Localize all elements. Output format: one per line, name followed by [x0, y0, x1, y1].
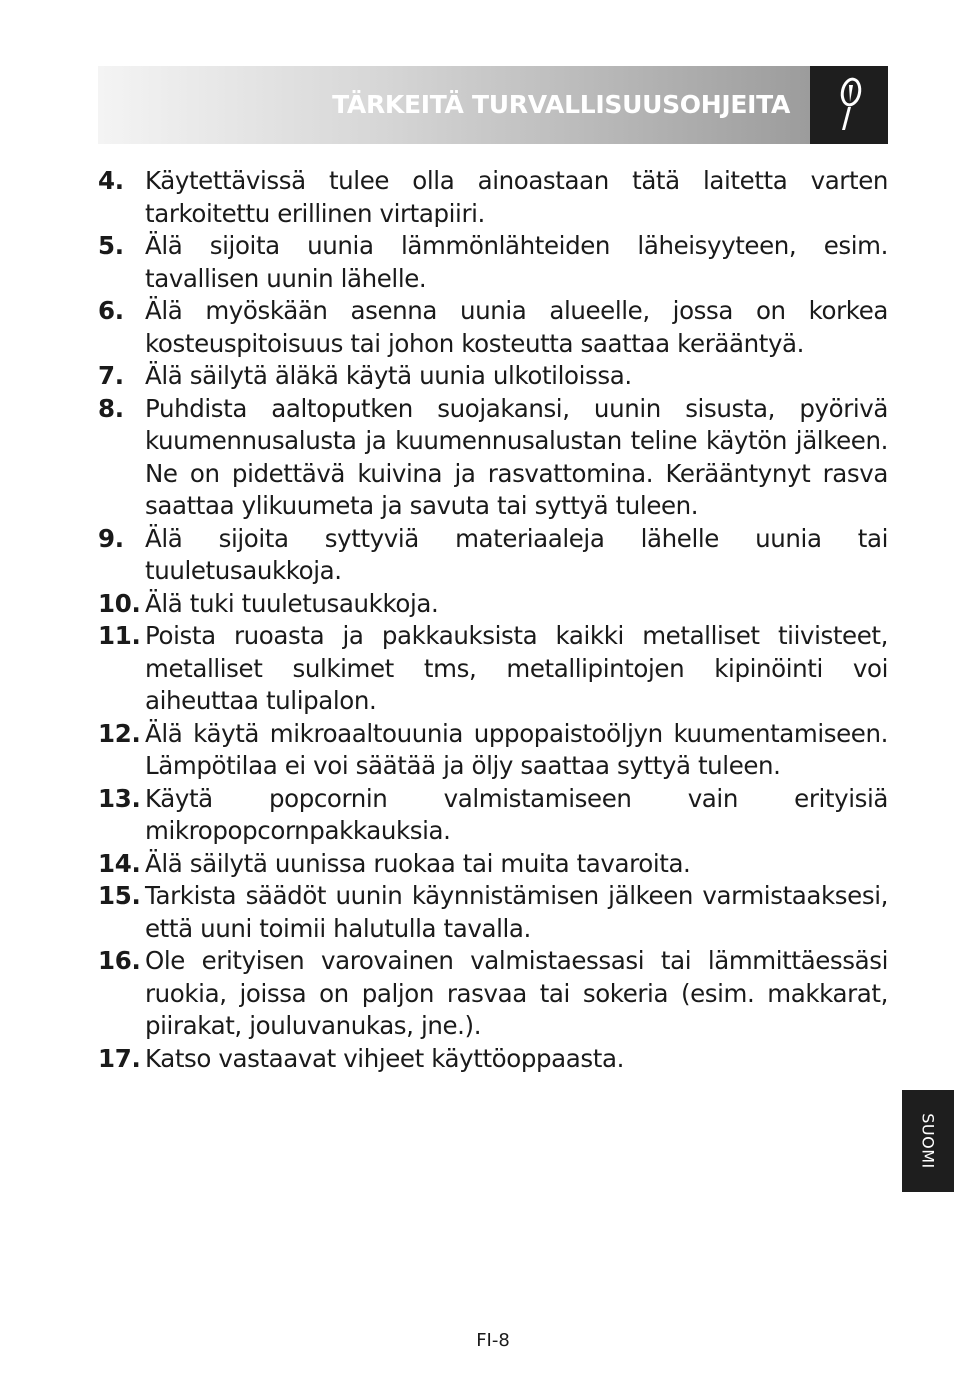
item-number: 15. [98, 881, 141, 910]
item-number: 14. [98, 848, 141, 878]
item-text: Älä sijoita syttyviä materiaaleja lähelle uunia tai tuuletusaukkoja. [145, 523, 888, 585]
list-item [98, 360, 888, 393]
item-text: Älä myöskään asenna uunia alueelle, jossa on korkea kosteuspitoisuus tai johon kosteutta saattaa kerääntyä. [145, 296, 888, 358]
item-number: 13. [98, 783, 141, 813]
item-number: 10. [98, 588, 141, 618]
language-label: SUOMI [918, 1113, 938, 1169]
list-item [98, 523, 888, 588]
list-item [98, 945, 888, 1043]
list-item [98, 393, 888, 523]
item-number: 17. [98, 1043, 141, 1073]
item-text: Käytä popcornin valmistamiseen vain erityisiä mikropopcornpakkauksia. [145, 783, 888, 845]
item-text: Älä käytä mikroaaltouunia uppopaistoöljyn kuumentamiseen. Lämpötilaa ei voi säätää ja öljy saattaa syttyä tuleen. [145, 718, 888, 780]
list-item [98, 165, 888, 230]
item-number: 7. [98, 361, 124, 390]
item-text: Älä säilytä uunissa ruokaa tai muita tavaroita. [145, 848, 691, 878]
list-item [98, 230, 888, 295]
item-text: Ole erityisen varovainen valmistaessasi tai lämmittäessäsi ruokia, joissa on paljon rasvaa tai sokeria (esim. makkarat, piirakat, jouluvanukas, jne.). [145, 946, 888, 1040]
header-bar [98, 66, 810, 144]
list-item [98, 783, 888, 848]
list-item [98, 588, 888, 621]
list-item [98, 1043, 888, 1076]
item-text: Älä sijoita uunia lämmönlähteiden läheisyyteen, esim. tavallisen uunin lähelle. [145, 231, 888, 293]
item-text: Älä tuki tuuletusaukkoja. [145, 588, 439, 618]
language-tab [902, 1090, 954, 1192]
list-item [98, 848, 888, 881]
page-title: TÄRKEITÄ TURVALLISUUSOHJEITA [332, 90, 790, 119]
item-text: Poista ruoasta ja pakkauksista kaikki metalliset tiivisteet, metalliset sulkimet tms, metallipintojen kipinöinti voi aiheuttaa tulipalon. [145, 621, 888, 715]
list-item [98, 718, 888, 783]
item-number: 4. [98, 166, 124, 195]
list-item [98, 295, 888, 360]
list-item [98, 620, 888, 718]
item-number: 8. [98, 393, 124, 423]
exclamation-icon [836, 76, 862, 134]
warning-badge [810, 66, 888, 144]
item-text: Puhdista aaltoputken suojakansi, uunin sisusta, pyörivä kuumennusalusta ja kuumennusalustan teline käytön jälkeen. Ne on pidettävä kuivina ja rasvattomina. Kerääntynyt rasva saattaa ylikuumeta ja savuta tai syttyä tuleen. [145, 393, 888, 520]
list-item [98, 880, 888, 945]
item-text: Tarkista säädöt uunin käynnistämisen jälkeen varmistaaksesi, että uuni toimii halutulla tavalla. [145, 881, 888, 943]
item-number: 16. [98, 946, 141, 975]
item-text: Älä säilytä äläkä käytä uunia ulkotiloissa. [145, 361, 632, 390]
section-header [98, 66, 888, 144]
item-number: 9. [98, 523, 124, 553]
instructions-list [98, 165, 888, 1075]
item-text: Katso vastaavat vihjeet käyttöoppaasta. [145, 1043, 624, 1073]
item-number: 5. [98, 231, 124, 260]
item-text: Käytettävissä tulee olla ainoastaan tätä laitetta varten tarkoitettu erillinen virtapiiri. [145, 166, 888, 228]
item-number: 11. [98, 621, 141, 650]
item-number: 12. [98, 718, 141, 748]
item-number: 6. [98, 296, 124, 325]
page-number: FI-8 [476, 1330, 510, 1351]
